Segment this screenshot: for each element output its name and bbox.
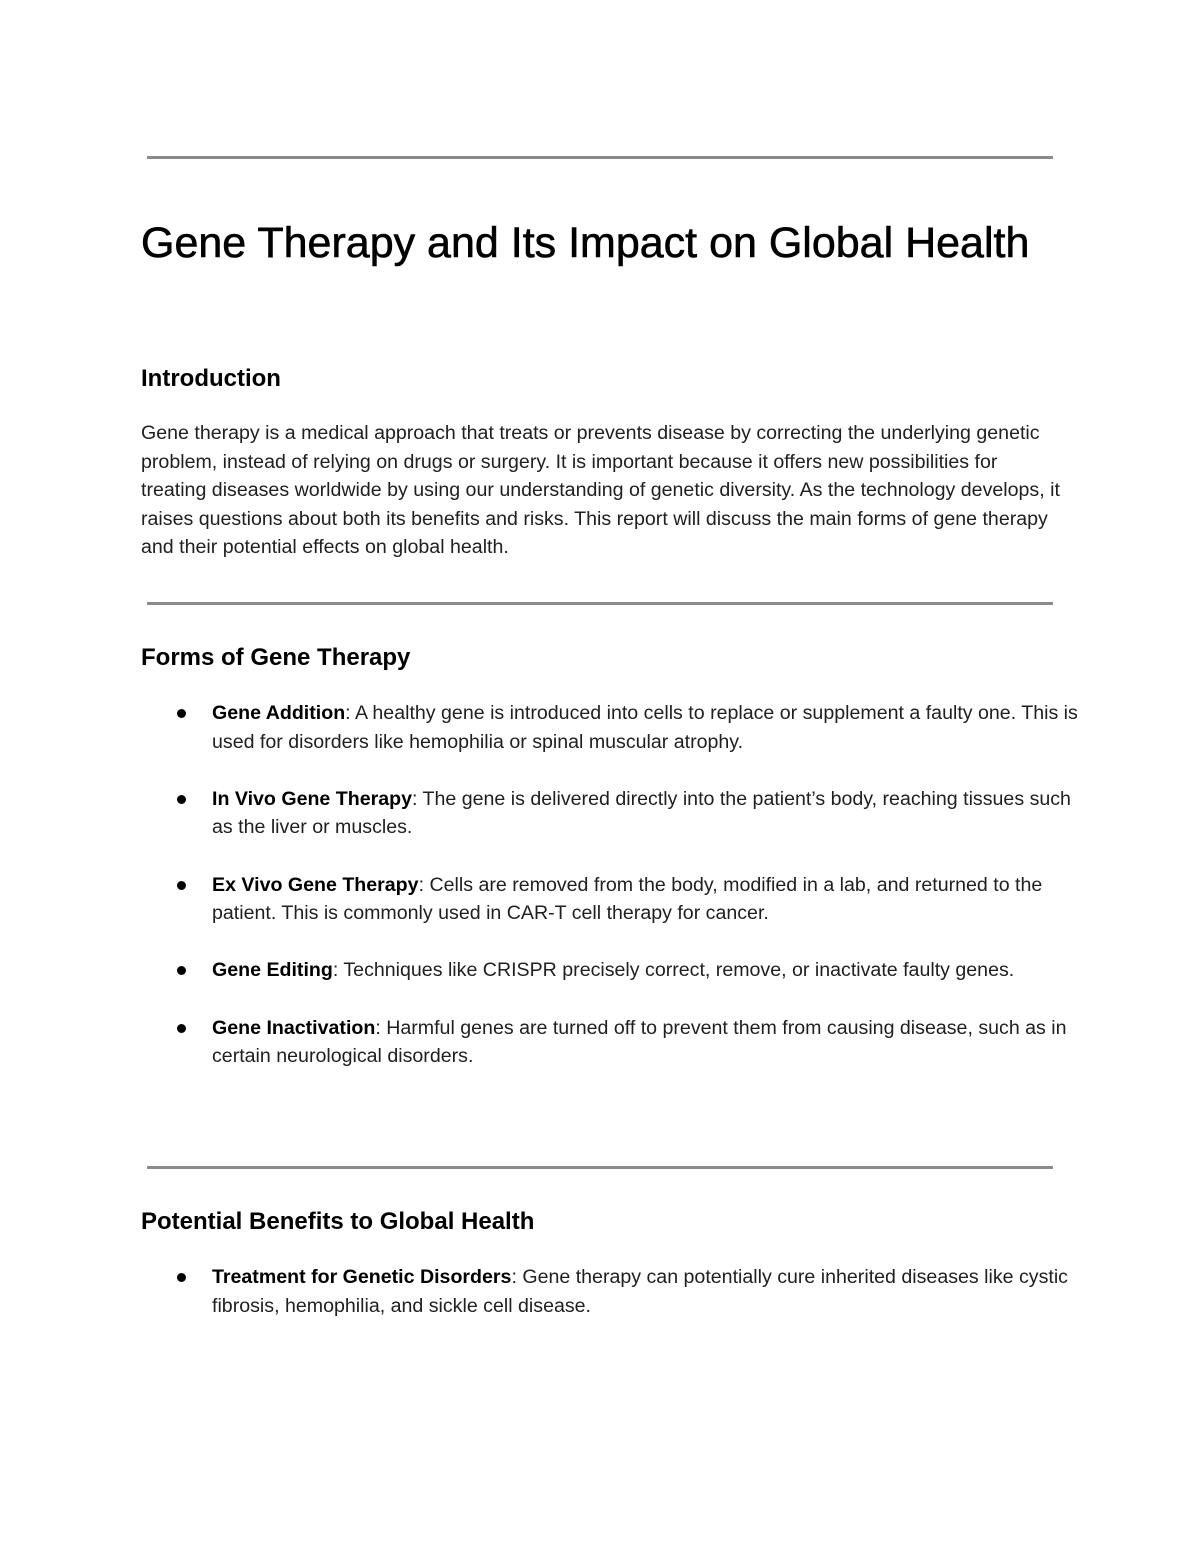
list-item-term: Gene Addition xyxy=(212,702,346,724)
bullet-icon xyxy=(177,1273,186,1282)
bullet-icon xyxy=(177,709,186,718)
list-item-text: : Harmful genes are turned off to prevent them from causing disease, such as in certain neurological disorders. xyxy=(212,1016,1067,1068)
list-item-text: : Cells are removed from the body, modified in a lab, and returned to the patient. This is commonly used in CAR-T cell therapy for cancer. xyxy=(212,873,1043,925)
list-item xyxy=(141,1014,1081,1071)
list-item-term: Gene Editing xyxy=(212,959,333,982)
document-title: Gene Therapy and Its Impact on Global Health xyxy=(141,219,1030,267)
bullet-icon xyxy=(177,1024,186,1033)
benefits-heading: Potential Benefits to Global Health xyxy=(141,1208,535,1235)
list-item-term: Gene Inactivation xyxy=(212,1016,376,1039)
list-item xyxy=(141,785,1081,842)
horizontal-rule-1 xyxy=(147,602,1053,605)
introduction-heading: Introduction xyxy=(141,365,281,392)
benefits-list xyxy=(141,1263,1081,1349)
introduction-paragraph: Gene therapy is a medical approach that treats or prevents disease by correcting the underlying genetic problem, instead of relying on drugs or surgery. It is important because it offers new possibilities for treating diseases worldwide by using our understanding of genetic diversity. As the technology develops, it raises questions about both its benefits and risks. This report will discuss the main forms of gene therapy and their potential effects on global health. xyxy=(141,422,1060,559)
list-item-text: : A healthy gene is introduced into cells to replace or supplement a faulty one. This is used for disorders like hemophilia or spinal muscular atrophy. xyxy=(212,702,1078,753)
list-item xyxy=(141,699,1081,756)
forms-heading: Forms of Gene Therapy xyxy=(141,644,411,671)
bullet-icon xyxy=(177,795,186,804)
horizontal-rule-2 xyxy=(147,1166,1053,1169)
list-item-text: : Techniques like CRISPR precisely correct, remove, or inactivate faulty genes. xyxy=(332,959,1015,982)
horizontal-rule-top xyxy=(147,156,1053,159)
list-item xyxy=(141,956,1081,985)
forms-list xyxy=(141,699,1081,1099)
list-item-term: In Vivo Gene Therapy xyxy=(212,787,412,810)
list-item-text: : Gene therapy can potentially cure inherited diseases like cystic fibrosis, hemophilia, and sickle cell disease. xyxy=(212,1266,1068,1317)
list-item-text: : The gene is delivered directly into the patient’s body, reaching tissues such as the liver or muscles. xyxy=(212,787,1071,839)
bullet-icon xyxy=(177,966,186,975)
list-item xyxy=(141,1263,1081,1320)
list-item-term: Treatment for Genetic Disorders xyxy=(212,1266,512,1288)
bullet-icon xyxy=(177,881,186,890)
list-item xyxy=(141,871,1081,928)
list-item-term: Ex Vivo Gene Therapy xyxy=(212,873,419,896)
